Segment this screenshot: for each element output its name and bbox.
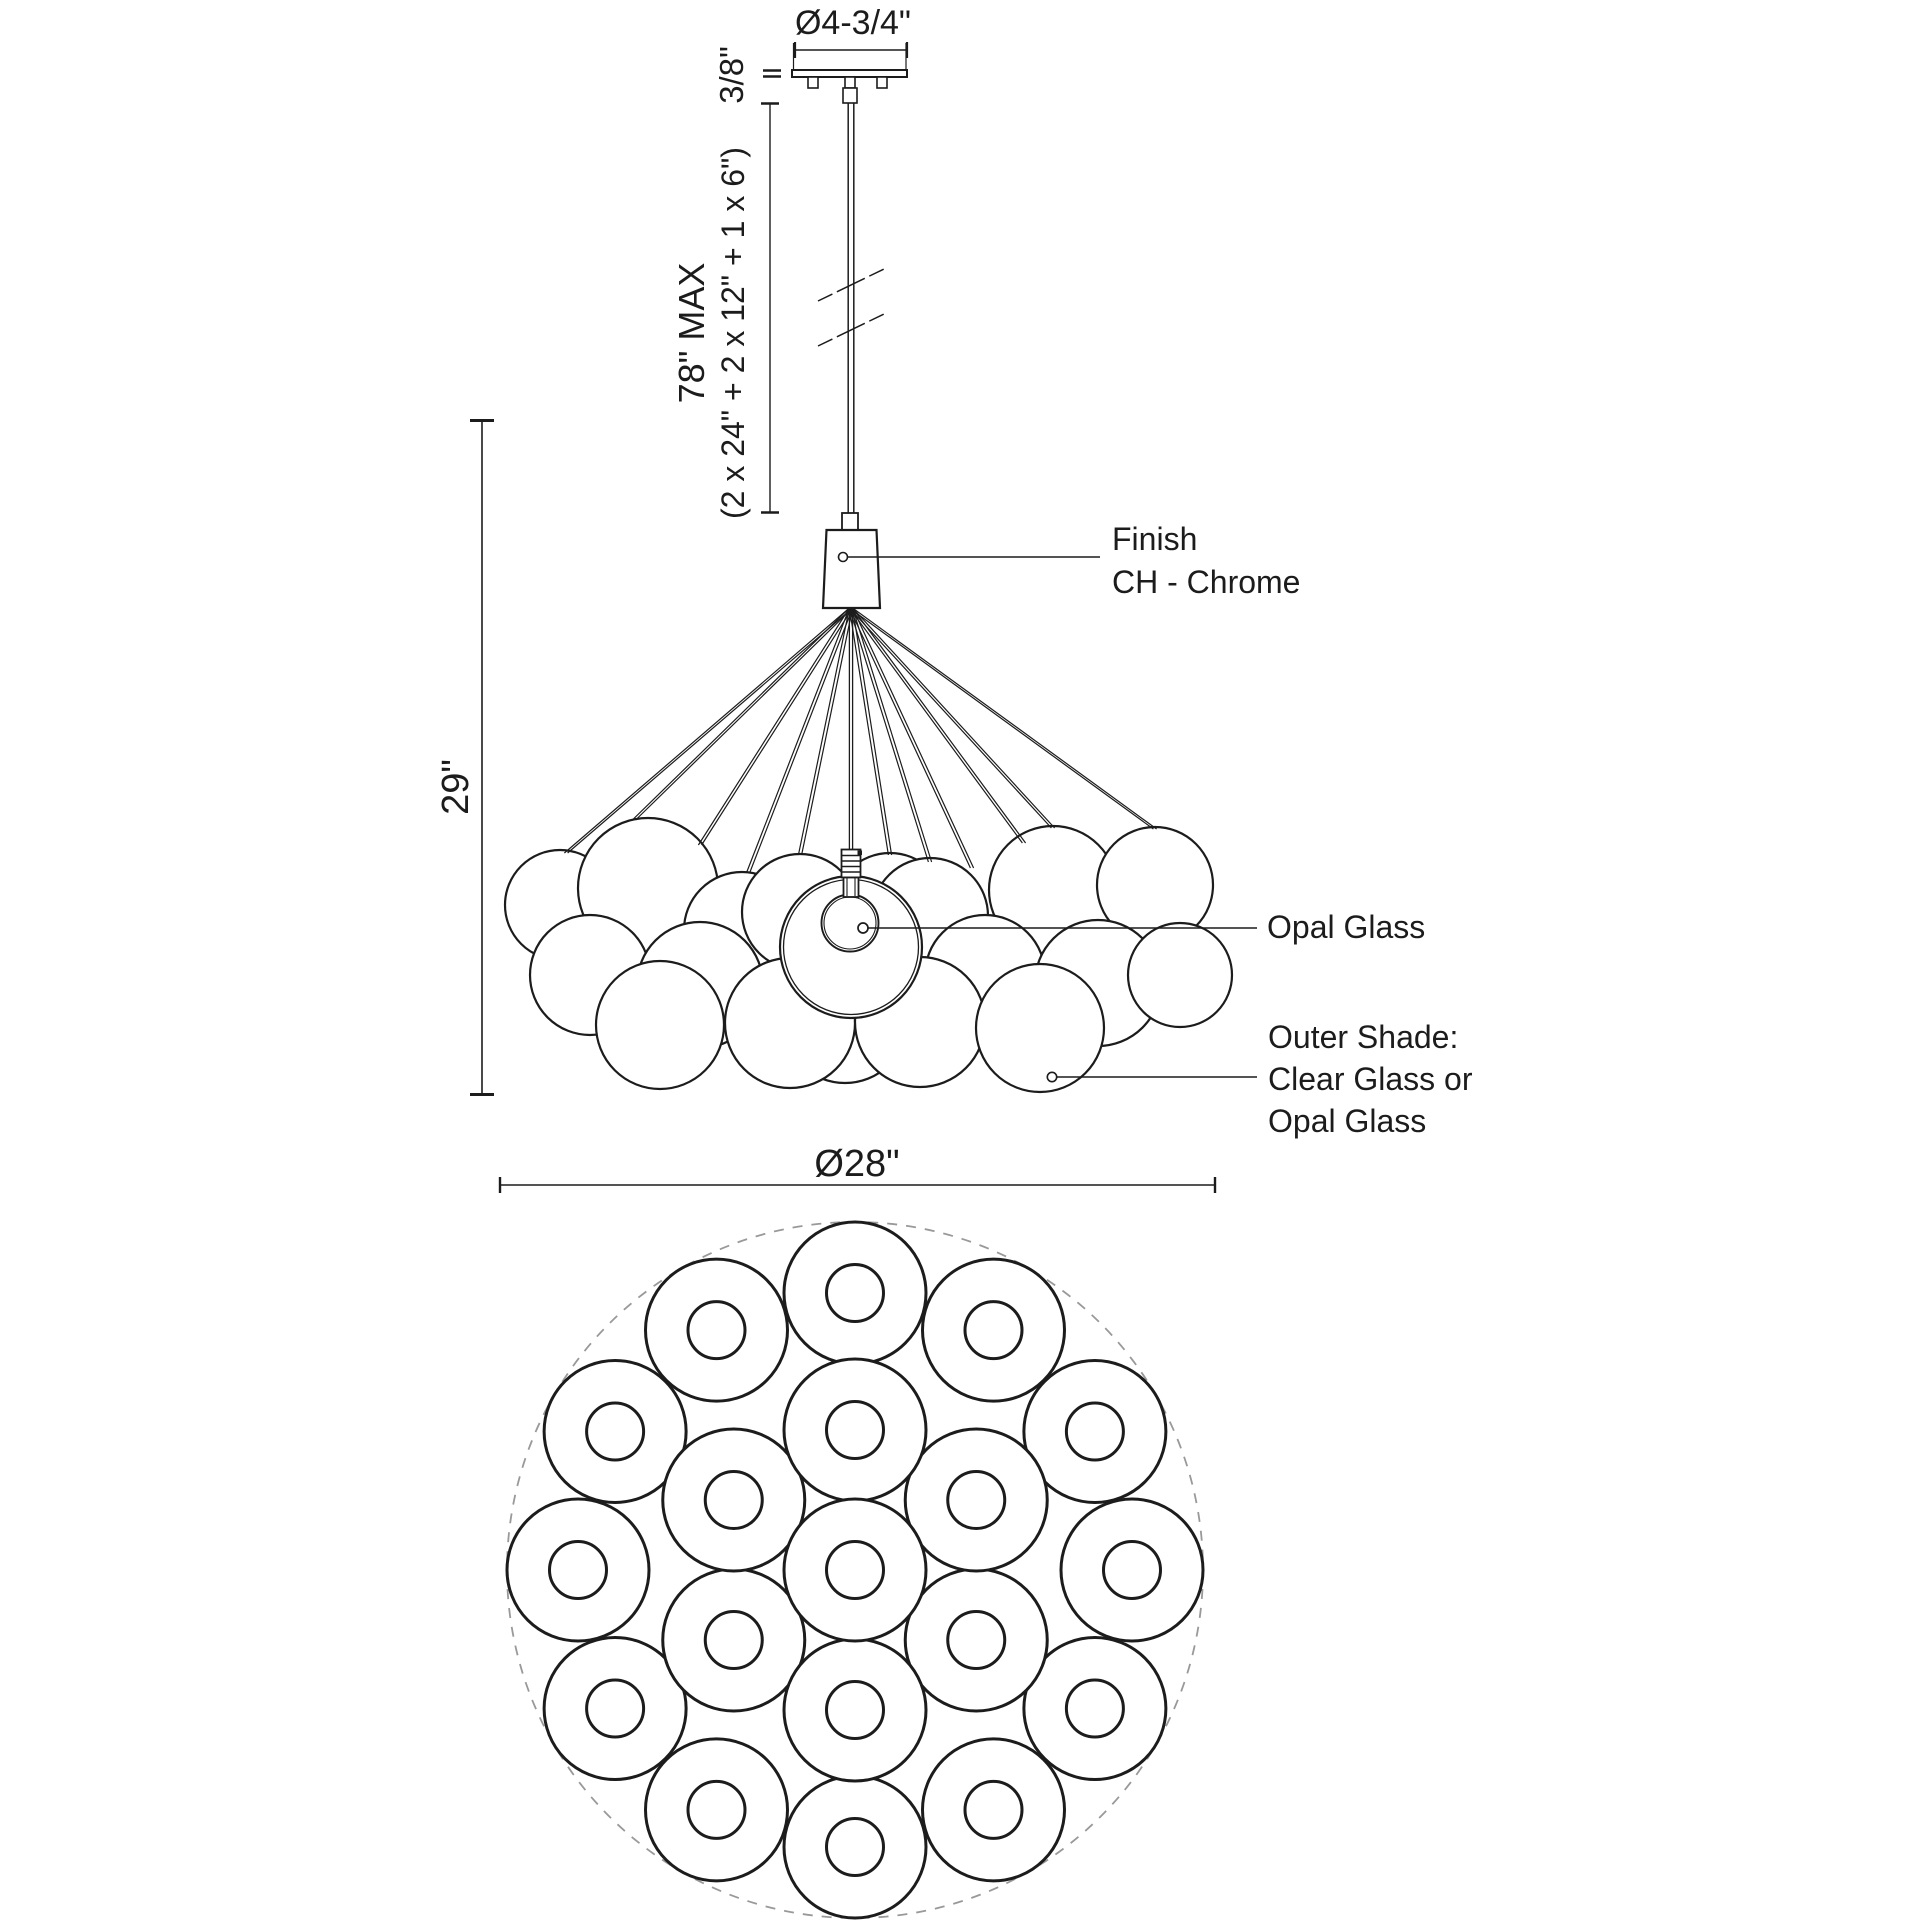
plan-sphere-inner (1066, 1680, 1123, 1737)
leader-dot (839, 553, 848, 562)
plan-sphere-inner (705, 1472, 762, 1529)
plan-sphere-inner (688, 1302, 745, 1359)
canopy-thickness-dimension (713, 46, 781, 104)
glass-sphere (596, 961, 724, 1089)
leader-dot (1047, 1072, 1056, 1081)
rod-break-mark (818, 314, 884, 346)
leader-dot (858, 923, 868, 933)
canopy-diameter-text: Ø4-3/4" (794, 4, 912, 42)
plan-sphere-inner (550, 1542, 607, 1599)
finish-label: Finish (1112, 521, 1198, 557)
hang-rod (818, 103, 884, 514)
plan-sphere-inner (705, 1612, 762, 1669)
rod-max-length-text: 78" MAX (671, 262, 712, 404)
plan-sphere-inner (827, 1265, 884, 1322)
plan-sphere-inner (948, 1612, 1005, 1669)
plan-sphere-inner (827, 1542, 884, 1599)
glass-sphere (976, 964, 1104, 1092)
plan-sphere-inner (1066, 1403, 1123, 1460)
lamp-socket (842, 850, 863, 898)
plan-sphere-inner (827, 1402, 884, 1459)
cluster-height-dimension (435, 420, 494, 1095)
plan-sphere-inner (965, 1781, 1022, 1838)
plan-sphere-inner (948, 1472, 1005, 1529)
plan-sphere-inner (965, 1302, 1022, 1359)
outer-shade-label-line2: Clear Glass or (1268, 1061, 1473, 1097)
plan-sphere-inner (1104, 1542, 1161, 1599)
rod-length-dimension (671, 103, 779, 519)
plan-sphere-inner (587, 1403, 644, 1460)
plan-diameter-dimension (500, 1143, 1215, 1193)
glass-sphere (1128, 923, 1232, 1027)
hub (823, 513, 880, 608)
inner-opal-shade (822, 895, 879, 952)
finish-value: CH - Chrome (1112, 564, 1301, 600)
plan-diameter-text: Ø28" (814, 1143, 900, 1185)
plan-sphere-inner (827, 1819, 884, 1876)
finish-callout (839, 521, 1301, 600)
canopy-thickness-text: 3/8" (713, 46, 750, 104)
plan-sphere-inner (688, 1781, 745, 1838)
opal-glass-label: Opal Glass (1267, 909, 1426, 945)
plan-sphere-inner (587, 1680, 644, 1737)
plan-view-sphere-layout (507, 1222, 1203, 1918)
canopy-diameter-dimension (794, 4, 912, 69)
rod-length-breakdown-text: (2 x 24" + 2 x 12" + 1 x 6") (715, 146, 751, 520)
outer-shade-label-line1: Outer Shade: (1268, 1019, 1459, 1055)
plan-sphere-inner (827, 1682, 884, 1739)
rod-break-mark (818, 269, 884, 301)
outer-shade-label-line3: Opal Glass (1268, 1103, 1427, 1139)
ceiling-canopy (792, 70, 907, 103)
cluster-height-text: 29" (435, 759, 477, 815)
